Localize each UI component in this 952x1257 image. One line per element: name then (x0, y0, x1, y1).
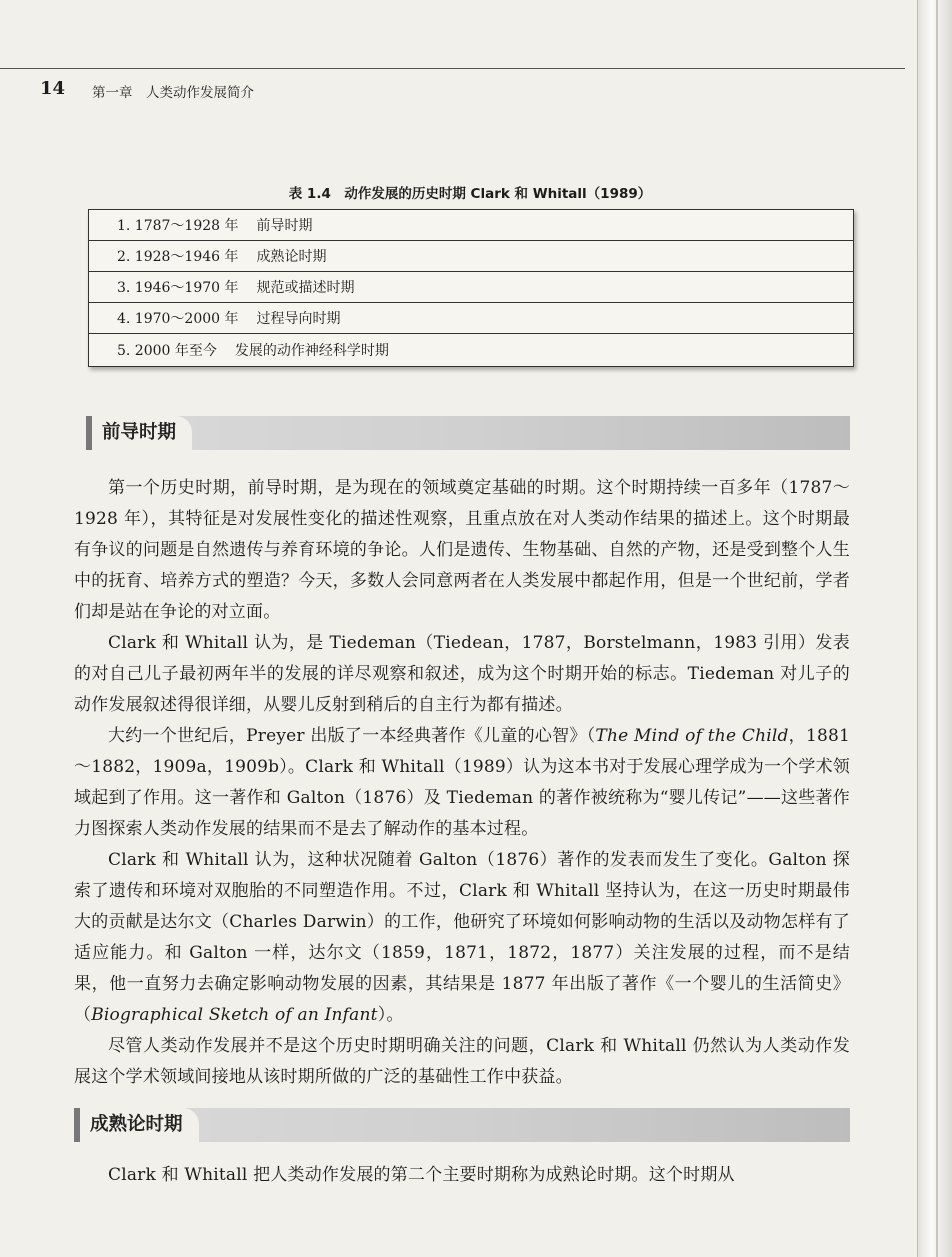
paragraph-3 (74, 721, 850, 845)
table-period: 5. 2000 年至今 (117, 343, 217, 359)
book-title: Biographical Sketch of an Infant (91, 1005, 378, 1025)
table-row (89, 303, 853, 334)
book-title: The Mind of the Child (595, 726, 789, 746)
page-edge (917, 0, 952, 1257)
paragraph-2: Clark 和 Whitall 认为，是 Tiedeman（Tiedean，1787，Borstelmann，1983 引用）发表的对自己儿子最初两年半的发展的详尽观察和叙述，成为这个时期开始的标志。Tiedeman 对儿子的动作发展叙述得很详细，从婴儿反射到稍后的自主行为都有描述。 (74, 633, 850, 715)
table-title: 表 1.4 动作发展的历史时期 Clark 和 Whitall（1989） (288, 186, 652, 202)
header-rule (0, 68, 905, 69)
table-period: 4. 1970～2000 年 (117, 311, 239, 327)
table-period-name: 发展的动作神经科学时期 (234, 343, 389, 359)
table-row (89, 272, 853, 303)
paragraph-3-text-b: ，1881～1882，1909a，1909b）。Clark 和 Whitall（1989）认为这本书对于发展心理学成为一个学术领域起到了作用。这一著作和 Galton（1876）及 Tiedeman 的著作被统称为“婴儿传记”——这些著作力图探索人类动作发展的结果而不是去了解动作的基本过程。 (74, 726, 851, 839)
page-number: 14 (40, 78, 66, 99)
table-row (89, 210, 853, 241)
section-heading-bar (74, 1108, 850, 1142)
paragraph-4-text-b: ）。 (377, 1005, 404, 1025)
paragraph-5: 尽管人类动作发展并不是这个历史时期明确关注的问题，Clark 和 Whitall 仍然认为人类动作发展这个学术领域间接地从该时期所做的广泛的基础性工作中获益。 (74, 1036, 850, 1087)
paragraph-4-text-a: Clark 和 Whitall 认为，这种状况随着 Galton（1876）著作的发表而发生了变化。Galton 探索了遗传和环境对双胞胎的不同塑造作用。不过，Clark 和 Whitall 坚持认为，在这一历史时期最伟大的贡献是达尔文（Charles Darwin）的工作，他研究了环境如何影响动物的生活以及动物怎样有了适应能力。和 Galton 一样，达尔文（1859，1871，1872，1877）关注发展的过程，而不是结果，他一直努力去确定影响动物发展的因素，其结果是 1877 年出版了著作《一个婴儿的生活简史》（ (74, 850, 850, 1025)
table-period: 3. 1946～1970 年 (117, 280, 239, 296)
paragraph-4 (74, 845, 850, 1031)
section-heading: 前导时期 (92, 416, 192, 450)
table-period-name: 前导时期 (256, 218, 313, 234)
paragraph-3-text-a: 大约一个世纪后，Preyer 出版了一本经典著作《儿童的心智》（ (108, 726, 596, 746)
table-period-name: 规范或描述时期 (256, 280, 355, 296)
section-heading-bar (86, 416, 850, 450)
page-edge-line (936, 0, 938, 1257)
table-period-name: 成熟论时期 (256, 249, 327, 265)
section-heading: 成熟论时期 (80, 1108, 199, 1142)
table-period-name: 过程导向时期 (256, 311, 341, 327)
paragraph-6: Clark 和 Whitall 把人类动作发展的第二个主要时期称为成熟论时期。这个时期从 (108, 1165, 735, 1185)
history-table (88, 209, 854, 367)
paragraph-1: 第一个历史时期，前导时期，是为现在的领域奠定基础的时期。这个时期持续一百多年（1787～1928 年），其特征是对发展性变化的描述性观察，且重点放在对人类动作结果的描述上。这个时期最有争议的问题是自然遗传与养育环境的争论。人们是遗传、生物基础、自然的产物，还是受到整个人生中的抚育、培养方式的塑造？今天，多数人会同意两者在人类发展中都起作用，但是一个世纪前，学者们却是站在争论的对立面。 (74, 478, 850, 622)
table-row (89, 334, 853, 366)
table-period: 2. 1928～1946 年 (117, 249, 239, 265)
table-row (89, 241, 853, 272)
table-period: 1. 1787～1928 年 (117, 218, 239, 234)
chapter-title: 第一章 人类动作发展简介 (92, 85, 254, 101)
